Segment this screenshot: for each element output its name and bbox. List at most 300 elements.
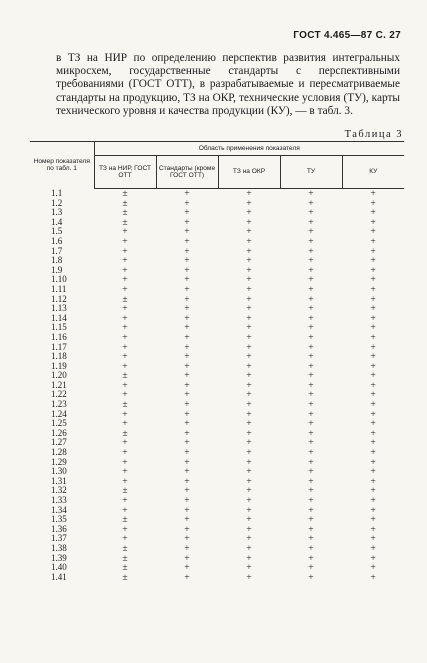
cell-mark: + [122, 533, 128, 545]
cell-mark: + [370, 552, 376, 564]
cell-mark: ± [122, 207, 128, 219]
cell-mark: + [246, 274, 252, 286]
cell-mark: + [308, 523, 314, 535]
row-number: 1.35 [51, 514, 67, 525]
cell-mark: + [370, 389, 376, 401]
cell-mark: + [122, 437, 128, 449]
cell-mark: ± [122, 293, 128, 305]
cell-mark: + [246, 226, 252, 238]
cell-mark: + [184, 197, 190, 209]
cell-mark: + [184, 274, 190, 286]
cell-mark: + [246, 533, 252, 545]
cell-mark: + [184, 495, 190, 506]
cell-mark: + [184, 255, 190, 267]
row-number: 1.23 [51, 399, 67, 410]
cell-mark: + [246, 331, 252, 343]
cell-mark: + [246, 264, 252, 276]
cell-mark: + [308, 370, 314, 382]
cell-mark: + [370, 341, 376, 353]
row-number: 1.31 [51, 475, 67, 486]
row-number: 1.28 [51, 447, 67, 458]
cell-mark: + [308, 331, 314, 343]
col-header-tz-okr: ТЗ на ОКР [218, 156, 280, 189]
cell-mark: + [122, 360, 128, 372]
cell-mark: + [370, 399, 376, 411]
cell-mark: + [308, 562, 314, 574]
cell-mark: + [184, 188, 190, 199]
table-body [30, 189, 404, 583]
cell-mark: + [308, 485, 314, 497]
col-header-tu: ТУ [280, 156, 342, 189]
row-number: 1.1 [51, 187, 63, 198]
row-number: 1.26 [51, 427, 67, 438]
cell-mark: + [308, 274, 314, 286]
table-row [30, 544, 404, 554]
row-number: 1.17 [51, 341, 67, 352]
table-row [30, 390, 404, 400]
cell-mark: + [308, 207, 314, 219]
cell-mark: + [308, 437, 314, 449]
row-number: 1.30 [51, 466, 67, 477]
row-number: 1.29 [51, 456, 67, 467]
table-row [30, 448, 404, 458]
row-number: 1.24 [51, 408, 67, 419]
table-row [30, 314, 404, 324]
cell-mark: + [308, 389, 314, 401]
cell-mark: + [246, 571, 252, 583]
cell-mark: + [308, 456, 314, 468]
cell-mark: + [370, 514, 376, 526]
table-row [30, 410, 404, 420]
cell-mark: + [246, 283, 252, 295]
cell-mark: + [184, 360, 190, 372]
cell-mark: + [370, 495, 376, 506]
cell-mark: + [184, 303, 190, 315]
cell-mark: + [122, 351, 128, 363]
cell-mark: + [122, 341, 128, 353]
cell-mark: ± [122, 427, 128, 439]
cell-mark: + [184, 466, 190, 478]
row-number: 1.33 [51, 495, 67, 505]
cell-mark: + [370, 188, 376, 199]
cell-mark: + [184, 331, 190, 343]
cell-mark: + [184, 542, 190, 554]
cell-mark: + [122, 495, 128, 506]
table-row [30, 381, 404, 391]
table-row [30, 275, 404, 285]
table-row [30, 362, 404, 372]
cell-mark: + [370, 322, 376, 334]
cell-mark: + [308, 216, 314, 228]
table-row [30, 333, 404, 343]
cell-mark: + [184, 523, 190, 535]
row-number: 1.8 [51, 255, 63, 266]
cell-mark: + [246, 303, 252, 315]
cell-mark: + [370, 360, 376, 372]
cell-mark: + [246, 427, 252, 439]
cell-mark: + [370, 408, 376, 420]
cell-mark: + [184, 504, 190, 516]
cell-mark: + [370, 542, 376, 554]
cell-mark: + [184, 514, 190, 526]
cell-mark: + [308, 303, 314, 315]
cell-mark: + [246, 360, 252, 372]
row-number: 1.38 [51, 542, 67, 553]
table-row [30, 467, 404, 477]
cell-mark: + [246, 523, 252, 535]
cell-mark: + [246, 293, 252, 305]
row-number: 1.36 [51, 523, 67, 534]
row-number: 1.21 [51, 379, 67, 390]
cell-mark: + [184, 235, 190, 247]
row-number: 1.7 [51, 245, 63, 256]
cell-mark: + [370, 235, 376, 247]
cell-mark: + [370, 475, 376, 487]
cell-mark: + [246, 245, 252, 257]
cell-mark: + [370, 226, 376, 238]
col-group-header: Область применения показателя [94, 142, 404, 156]
cell-mark: + [370, 418, 376, 430]
cell-mark: + [308, 504, 314, 516]
cell-mark: + [246, 504, 252, 516]
table-row [30, 304, 404, 314]
row-number: 1.18 [51, 351, 67, 362]
cell-mark: + [308, 552, 314, 564]
cell-mark: + [308, 495, 314, 506]
cell-mark: + [122, 312, 128, 324]
cell-mark: + [122, 283, 128, 295]
row-number: 1.32 [51, 485, 67, 496]
row-number: 1.22 [51, 389, 67, 400]
cell-mark: + [184, 245, 190, 257]
cell-mark: + [370, 485, 376, 497]
cell-mark: + [184, 562, 190, 574]
table-row [30, 563, 404, 573]
cell-mark: + [308, 264, 314, 276]
col-header-tz-nir: ТЗ на НИР, ГОСТ ОТТ [94, 156, 156, 189]
cell-mark: + [308, 312, 314, 324]
cell-mark: + [246, 399, 252, 411]
intro-text: в ТЗ на НИР по определению перспектив развития интегральных микросхем, государственные стандарты с перспективными требованиями (ГОСТ ОТТ), в разрабатываемые и пересматриваемые стандарты на продукцию, ТЗ на ОКР, технические условия (ТУ), карты технического уровня и качества продукции (КУ), — в табл. 3. [56, 52, 400, 117]
table-row [30, 371, 404, 381]
cell-mark: + [370, 351, 376, 363]
cell-mark: + [370, 427, 376, 439]
row-number: 1.6 [51, 235, 63, 246]
cell-mark: + [370, 447, 376, 459]
cell-mark: + [308, 255, 314, 267]
cell-mark: + [122, 408, 128, 420]
cell-mark: + [308, 379, 314, 391]
cell-mark: + [308, 533, 314, 545]
col-header-standards: Стандарты (кроме ГОСТ ОТТ) [156, 156, 218, 189]
cell-mark: + [122, 504, 128, 516]
cell-mark: + [308, 293, 314, 305]
row-number: 1.11 [51, 283, 67, 294]
cell-mark: + [122, 264, 128, 276]
cell-mark: + [122, 418, 128, 430]
cell-mark: + [184, 418, 190, 430]
cell-mark: + [308, 226, 314, 238]
table-row [30, 515, 404, 525]
cell-mark: + [246, 341, 252, 353]
table-row [30, 506, 404, 516]
cell-mark: + [184, 264, 190, 276]
cell-mark: + [184, 399, 190, 411]
cell-mark: + [370, 216, 376, 228]
cell-mark: + [184, 370, 190, 382]
cell-mark: + [246, 207, 252, 219]
cell-mark: ± [122, 562, 128, 574]
table-row [30, 256, 404, 266]
cell-mark: + [308, 360, 314, 372]
cell-mark: + [122, 379, 128, 391]
cell-mark: + [246, 188, 252, 199]
cell-mark: + [370, 456, 376, 468]
table-row [30, 247, 404, 257]
cell-mark: + [184, 485, 190, 497]
table-row [30, 227, 404, 237]
table-row [30, 458, 404, 468]
cell-mark: + [370, 533, 376, 545]
cell-mark: ± [122, 399, 128, 411]
data-table [30, 141, 404, 582]
cell-mark: + [246, 370, 252, 382]
cell-mark: + [370, 523, 376, 535]
cell-mark: + [370, 312, 376, 324]
cell-mark: + [308, 351, 314, 363]
cell-mark: + [184, 293, 190, 305]
page-header: ГОСТ 4.465—87 С. 27 [293, 30, 401, 41]
row-number: 1.20 [51, 370, 67, 381]
cell-mark: + [122, 523, 128, 535]
cell-mark: ± [122, 571, 128, 583]
cell-mark: + [246, 379, 252, 391]
cell-mark: + [246, 562, 252, 574]
cell-mark: + [370, 197, 376, 209]
cell-mark: + [184, 312, 190, 324]
cell-mark: + [122, 274, 128, 286]
cell-mark: + [308, 341, 314, 353]
cell-mark: + [370, 331, 376, 343]
table-row [30, 199, 404, 209]
cell-mark: + [184, 552, 190, 564]
cell-mark: + [246, 495, 252, 506]
cell-mark: + [184, 351, 190, 363]
cell-mark: + [370, 562, 376, 574]
table-row [30, 218, 404, 228]
row-number: 1.40 [51, 562, 67, 573]
cell-mark: + [370, 504, 376, 516]
row-number: 1.27 [51, 437, 67, 448]
table-row [30, 534, 404, 544]
cell-mark: + [184, 456, 190, 468]
cell-mark: + [184, 437, 190, 449]
table-row [30, 189, 404, 199]
cell-mark: + [184, 207, 190, 219]
cell-mark: + [246, 552, 252, 564]
cell-mark: + [122, 466, 128, 478]
col-header-number: Номер показателя по табл. 1 [30, 142, 94, 189]
cell-mark: + [246, 389, 252, 401]
cell-mark: + [308, 283, 314, 295]
table-row [30, 554, 404, 564]
cell-mark: + [370, 264, 376, 276]
cell-mark: + [246, 485, 252, 497]
cell-mark: + [370, 283, 376, 295]
cell-mark: + [246, 235, 252, 247]
row-number: 1.15 [51, 322, 67, 333]
row-number: 1.9 [51, 264, 63, 275]
row-number: 1.2 [51, 197, 63, 208]
cell-mark: + [308, 197, 314, 209]
cell-mark: + [246, 475, 252, 487]
cell-mark: ± [122, 188, 128, 199]
table-row [30, 343, 404, 353]
row-number: 1.37 [51, 533, 67, 544]
cell-mark: + [184, 533, 190, 545]
cell-mark: + [246, 437, 252, 449]
row-number: 1.16 [51, 331, 67, 342]
cell-mark: + [308, 399, 314, 411]
cell-mark: ± [122, 552, 128, 564]
cell-mark: ± [122, 216, 128, 228]
cell-mark: + [184, 447, 190, 459]
cell-mark: + [308, 418, 314, 430]
cell-mark: + [308, 235, 314, 247]
cell-mark: + [308, 408, 314, 420]
cell-mark: + [184, 341, 190, 353]
cell-mark: + [308, 245, 314, 257]
row-number: 1.12 [51, 293, 67, 304]
cell-mark: + [184, 283, 190, 295]
cell-mark: + [370, 437, 376, 449]
cell-mark: + [184, 408, 190, 420]
cell-mark: + [246, 514, 252, 526]
row-number: 1.5 [51, 226, 63, 237]
row-number: 1.4 [51, 216, 63, 227]
cell-mark: + [308, 571, 314, 583]
table-row [30, 266, 404, 276]
cell-mark: + [246, 418, 252, 430]
table-row [30, 237, 404, 247]
cell-mark: + [184, 216, 190, 228]
cell-mark: + [122, 322, 128, 334]
cell-mark: + [308, 188, 314, 199]
cell-mark: + [122, 389, 128, 401]
cell-mark: + [246, 312, 252, 324]
row-number: 1.41 [51, 571, 67, 582]
cell-mark: + [184, 571, 190, 583]
cell-mark: ± [122, 370, 128, 382]
cell-mark: + [184, 475, 190, 487]
row-number: 1.3 [51, 207, 63, 218]
cell-mark: ± [122, 514, 128, 526]
row-number: 1.25 [51, 418, 67, 429]
cell-mark: + [184, 427, 190, 439]
table-row [30, 486, 404, 496]
table-row [30, 438, 404, 448]
cell-mark: ± [122, 542, 128, 554]
cell-mark: + [122, 456, 128, 468]
cell-mark: + [184, 226, 190, 238]
cell-mark: + [246, 447, 252, 459]
row-number: 1.10 [51, 274, 67, 285]
cell-mark: + [122, 255, 128, 267]
table-row [30, 496, 404, 506]
table-row [30, 285, 404, 295]
cell-mark: + [122, 331, 128, 343]
row-number: 1.19 [51, 360, 67, 371]
table-row [30, 352, 404, 362]
cell-mark: + [308, 466, 314, 478]
cell-mark: + [370, 303, 376, 315]
row-number: 1.13 [51, 303, 67, 314]
cell-mark: + [370, 379, 376, 391]
cell-mark: + [122, 303, 128, 315]
col-header-ku: КУ [342, 156, 404, 189]
cell-mark: ± [122, 485, 128, 497]
cell-mark: + [246, 322, 252, 334]
intro-paragraph [56, 52, 400, 118]
cell-mark: + [370, 255, 376, 267]
cell-mark: + [246, 456, 252, 468]
table-row [30, 429, 404, 439]
cell-mark: + [246, 408, 252, 420]
row-number: 1.14 [51, 312, 67, 323]
cell-mark: + [370, 207, 376, 219]
cell-mark: + [370, 293, 376, 305]
cell-mark: ± [122, 197, 128, 209]
cell-mark: + [246, 197, 252, 209]
cell-mark: + [122, 245, 128, 257]
cell-mark: + [122, 475, 128, 487]
cell-mark: + [246, 466, 252, 478]
cell-mark: + [246, 255, 252, 267]
cell-mark: + [184, 389, 190, 401]
cell-mark: + [122, 226, 128, 238]
table-row [30, 477, 404, 487]
table-row [30, 573, 404, 583]
table-row [30, 295, 404, 305]
table-label: Таблица 3 [344, 129, 403, 140]
cell-mark: + [370, 370, 376, 382]
cell-mark: + [308, 322, 314, 334]
cell-mark: + [308, 542, 314, 554]
table-header-row [30, 142, 404, 156]
table-row [30, 419, 404, 429]
cell-mark: + [370, 571, 376, 583]
row-number: 1.39 [51, 552, 67, 563]
cell-mark: + [308, 514, 314, 526]
cell-mark: + [370, 274, 376, 286]
table-row [30, 208, 404, 218]
cell-mark: + [246, 216, 252, 228]
cell-mark: + [122, 447, 128, 459]
cell-mark: + [184, 379, 190, 391]
cell-mark: + [308, 475, 314, 487]
row-number: 1.34 [51, 504, 67, 515]
table-row [30, 323, 404, 333]
cell-mark: + [184, 322, 190, 334]
cell-mark: + [308, 427, 314, 439]
cell-mark: + [246, 542, 252, 554]
cell-mark: + [370, 245, 376, 257]
cell-mark: + [370, 466, 376, 478]
cell-mark: + [246, 351, 252, 363]
table-row [30, 400, 404, 410]
table-row [30, 525, 404, 535]
cell-mark: + [122, 235, 128, 247]
